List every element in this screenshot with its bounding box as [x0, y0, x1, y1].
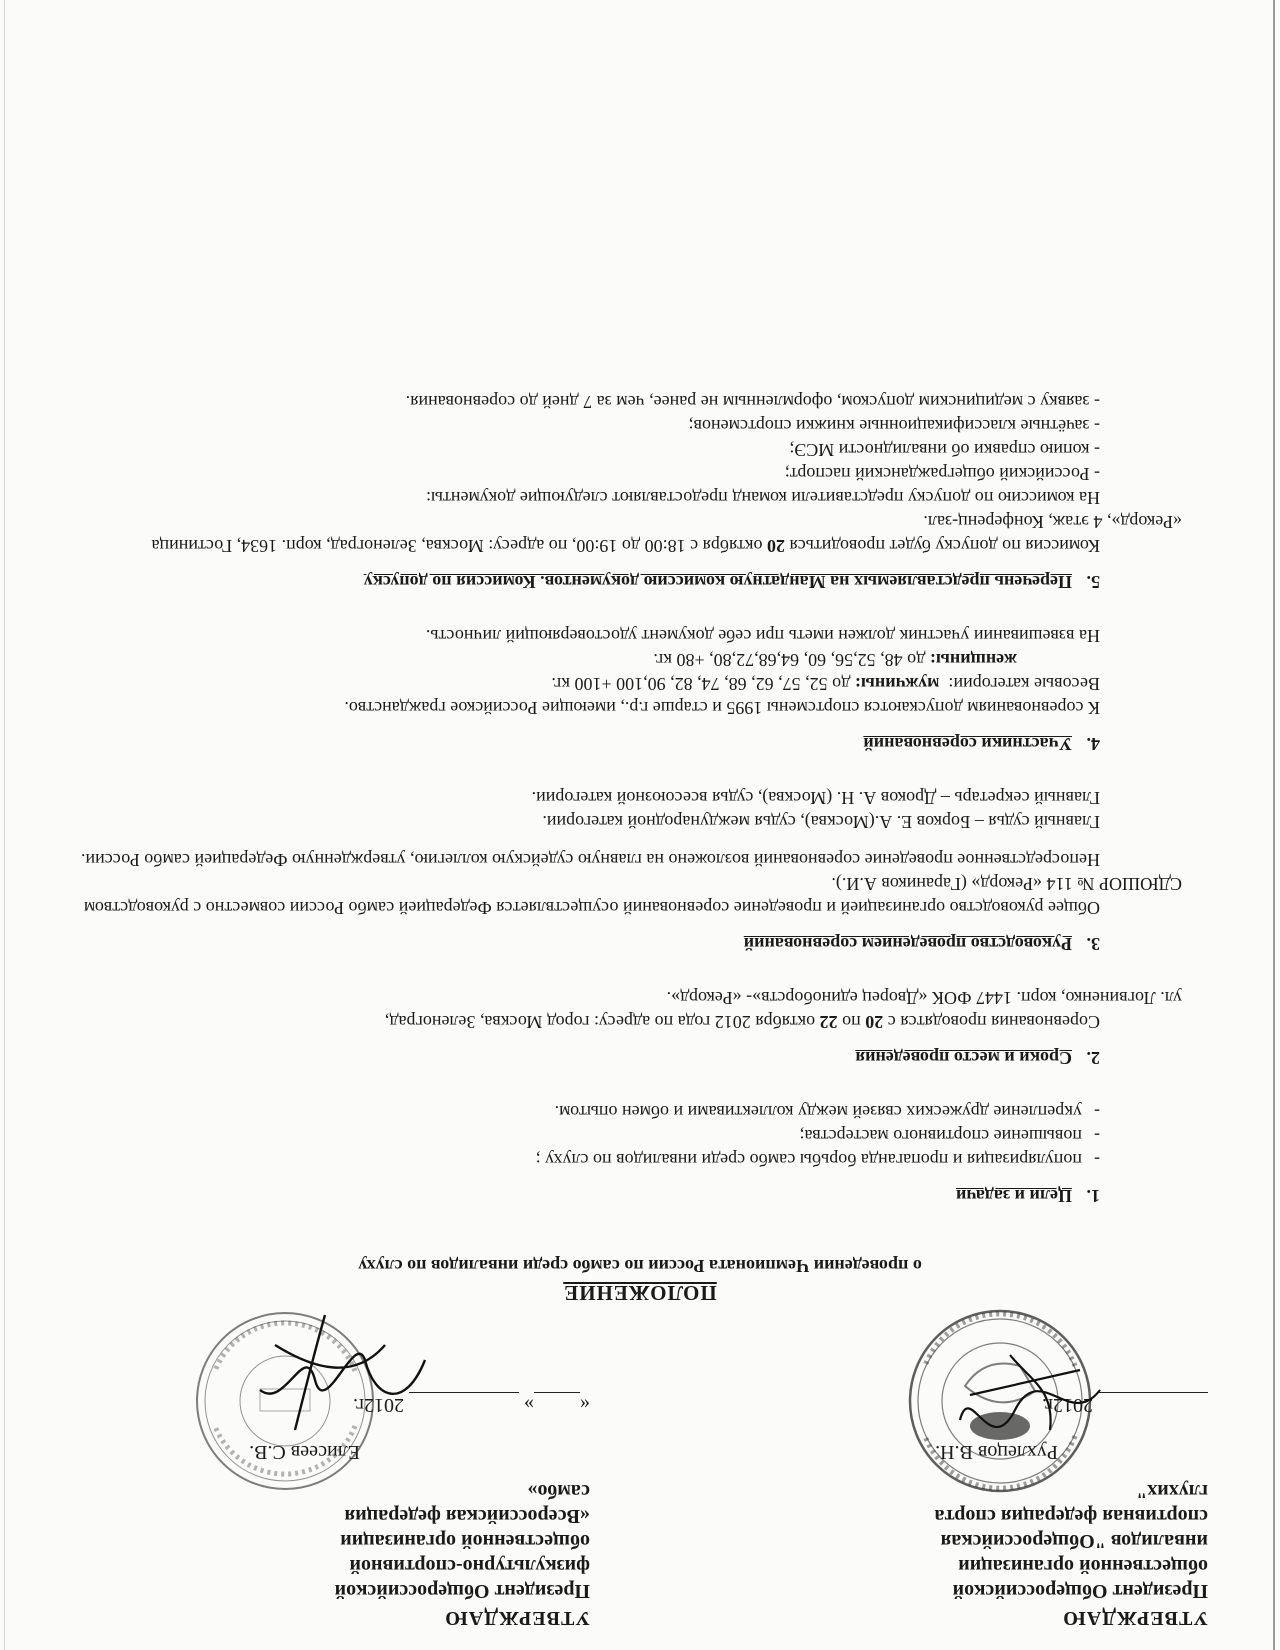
paragraph: ул. Логвиненко, корп. 1447 ФОК «Дворец единоборств»- «Рекорд».	[666, 988, 1182, 1008]
document-title: ПОЛОЖЕНИЕ	[563, 1281, 717, 1305]
approval-line: «Всероссийская федерация	[344, 1505, 590, 1527]
section-title: Цели и задачи	[956, 1186, 1072, 1206]
approval-line: инвалидов "Общероссийская	[940, 1530, 1208, 1552]
section-title: Перечень представляемых на Мандатную комиссию документов. Комиссия по допуску	[363, 572, 1072, 592]
section-body-management	[72, 786, 1182, 920]
section-number: 1.	[1086, 1186, 1100, 1206]
approval-line: спортивная федерация спорта	[934, 1505, 1208, 1527]
list-item: - заявку с медицинским допуском, оформленным не ранее, чем за 7 дней до соревнования.	[405, 392, 1100, 412]
approver-name: Елисеев С.В.	[249, 1441, 360, 1463]
section-number: 5.	[1086, 572, 1100, 592]
approval-heading: УТВЕРЖДАЮ	[444, 1607, 590, 1629]
approval-line: самбо»	[527, 1480, 590, 1502]
paragraph-chief-judge: Главный судья – Борков Е. А.(Москва), судья международной категории.	[542, 812, 1100, 832]
approval-heading: УТВЕРЖДАЮ	[1062, 1607, 1208, 1629]
paragraph: Непосредственное проведение соревнований возложено на главную судейскую коллегию, утвержденную Федерацией самбо России.	[81, 850, 1100, 870]
paragraph: Общее руководство организацией и проведение соревнований осуществляется Федерацией самбо России совместно с руководством СДЮШОР № 114 «Рекорд» (Гараников А.И.).	[83, 874, 1182, 918]
section-body-goals	[72, 1100, 1182, 1172]
quote-open: «	[580, 1394, 590, 1416]
section-body-dates-place	[72, 986, 1182, 1034]
approval-line: общественной организации	[958, 1555, 1208, 1577]
weight-categories-women: женщины: до 48, 52,56, 60, 64,68,72,80, +80 кг.	[653, 650, 1017, 670]
paragraph: К соревнованиям допускаются спортсмены 1995 и старше г.р., имеющие Российское гражданство.	[344, 698, 1100, 718]
document-subtitle: о проведении Чемпионата России по самбо среди инвалидов по слуху	[358, 1256, 922, 1276]
section-heading-goals	[72, 1184, 1182, 1208]
quote-close: »	[524, 1394, 534, 1416]
section-body-documents	[72, 390, 1182, 558]
list-item: - повышение спортивного мастерства;	[799, 1126, 1100, 1146]
section-heading-participants	[72, 732, 1182, 756]
weight-categories-men: Весовые категории: мужчины: до 52, 57, 62, 68, 74, 82, 90,100 +100 кг.	[551, 674, 1100, 694]
section-number: 3.	[1086, 934, 1100, 954]
paragraph: На взвешивании участник должен иметь при себе документ удостоверяющий личность.	[425, 626, 1100, 646]
approval-line: общественной организации	[340, 1530, 590, 1552]
list-item: - популяризация и пропаганда борьбы самбо среди инвалидов по слуху ;	[535, 1150, 1100, 1170]
paragraph: Соревнования проводятся с 20 по 22 октября 2012 года по адресу: город Москва, Зеленоград,	[384, 1012, 1100, 1032]
section-number: 2.	[1086, 1048, 1100, 1068]
section-heading-documents	[72, 570, 1182, 594]
list-item: - укрепление дружеских связей между коллективами и обмен опытом.	[554, 1102, 1100, 1122]
paragraph-chief-secretary: Главный секретарь – Дроков А. Н. (Москва), судья всесоюзной категории.	[531, 788, 1100, 808]
document-body	[72, 390, 1182, 1208]
approval-date: 2012г.	[1042, 1394, 1093, 1416]
approver-name: Рухлецов В.Н.	[935, 1441, 1058, 1463]
approval-line: физкультурно-спортивной	[349, 1555, 590, 1577]
paragraph: На комиссию по допуску представители команд предоставляют следующие документы:	[425, 488, 1100, 508]
list-item: - зачётные классификационные книжки спортсменов;	[688, 416, 1100, 436]
date-blank	[1098, 1392, 1208, 1413]
signature-left	[950, 1340, 1110, 1450]
approval-line: Президент Общероссийской	[334, 1580, 590, 1602]
scan-edge-right	[4, 0, 5, 1650]
scan-edge-left	[1273, 0, 1275, 1650]
section-title: Сроки и место проведения	[855, 1048, 1072, 1068]
section-heading-management	[72, 932, 1182, 956]
list-item: - копию справки об инвалидности МСЭ;	[789, 440, 1100, 460]
day-blank	[534, 1392, 580, 1413]
section-number: 4.	[1086, 734, 1100, 754]
section-title: Руководство проведением соревнований	[743, 934, 1072, 954]
approval-line: глухих"	[1136, 1480, 1208, 1502]
signature-right	[245, 1310, 445, 1440]
section-body-participants	[72, 624, 1182, 720]
approval-line: Президент Общероссийской	[952, 1580, 1208, 1602]
approval-date: 2012г.	[353, 1394, 404, 1416]
list-item: - Российский общегражданский паспорт;	[784, 464, 1100, 484]
paragraph: Комиссия по допуску будет проводиться 20 октября с 18:00 до 19:00, по адресу: Москва, Зеленоград, корп. 1634, Гостиница «Рекорд», 4 этаж, Конференц-зал.	[151, 512, 1182, 556]
section-heading-dates-place	[72, 1046, 1182, 1070]
section-title: Участники соревнований	[863, 734, 1072, 754]
